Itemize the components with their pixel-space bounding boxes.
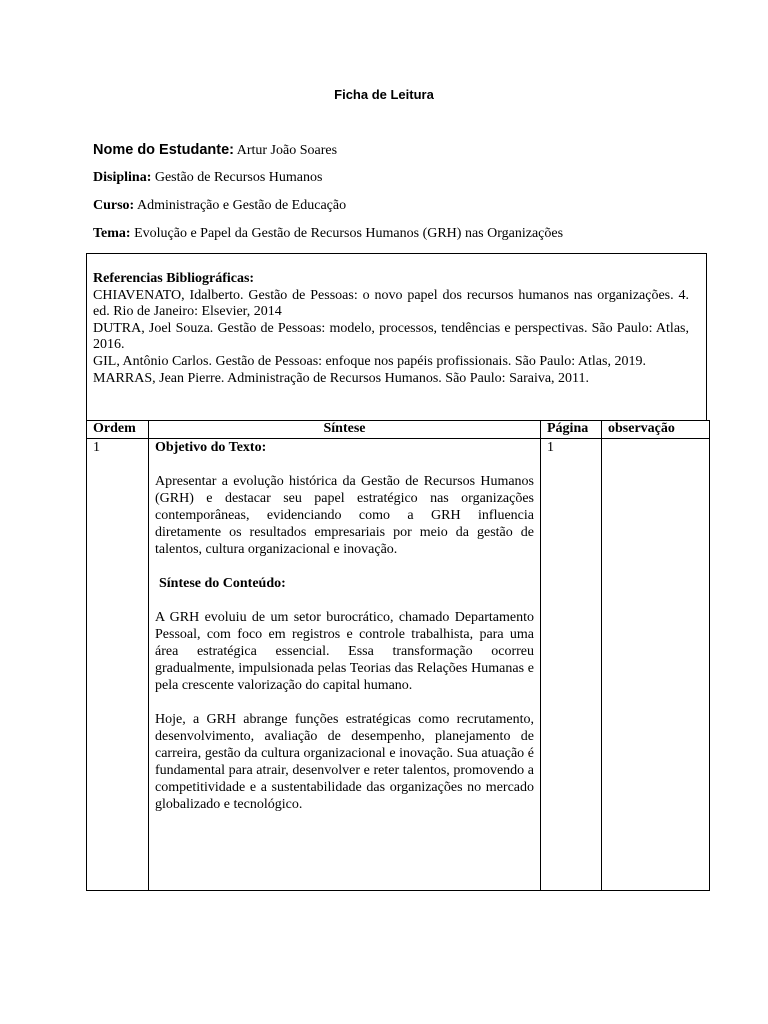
row-observacao [602, 439, 710, 891]
objective-text: Apresentar a evolução histórica da Gestão de Recursos Humanos (GRH) e destacar seu papel estratégico nas organizações contemporâneas, evidenciando como a GRH influencia diretamente os resultados empresariais por meio da gestão de talentos, cultura organizacional e inovação. [155, 474, 534, 557]
synthesis-paragraph-2: Hoje, a GRH abrange funções estratégicas como recrutamento, desenvolvimento, avaliação de desempenho, planejamento de carreira, gestão da cultura organizacional e inovação. Sua atuação é fundamental para atrair, desenvolver e reter talentos, promovendo a competitividade e a sustentabilidade das organizações no mercado globalizado e tecnológico. [155, 712, 534, 812]
theme-field [93, 226, 563, 242]
reference-item: CHIAVENATO, Idalberto. Gestão de Pessoas: o novo papel dos recursos humanos nas organizações. 4. ed. Rio de Janeiro: Elsevier, 2014 [93, 287, 689, 320]
student-label: Nome do Estudante: [93, 142, 234, 158]
theme-value: Evolução e Papel da Gestão de Recursos Humanos (GRH) nas Organizações [130, 226, 564, 241]
course-label: Curso: [93, 198, 135, 213]
row-sintese [149, 439, 541, 891]
header-pagina: Página [541, 421, 602, 439]
page-title: Ficha de Leitura [334, 87, 434, 102]
table-row [87, 439, 710, 891]
references-section [93, 271, 689, 387]
reading-table [86, 420, 710, 891]
row-ordem: 1 [87, 439, 149, 891]
theme-label: Tema: [93, 226, 131, 241]
header-sintese: Síntese [149, 421, 541, 439]
student-value: Artur João Soares [233, 143, 338, 158]
objective-title: Objetivo do Texto: [155, 440, 267, 455]
synthesis-title: Síntese do Conteúdo: [159, 576, 286, 591]
course-value: Administração e Gestão de Educação [134, 198, 347, 213]
reference-item: MARRAS, Jean Pierre. Administração de Recursos Humanos. São Paulo: Saraiva, 2011. [93, 370, 590, 386]
synthesis-paragraph-1: A GRH evoluiu de um setor burocrático, chamado Departamento Pessoal, com foco em registros e controle trabalhista, para uma área estratégica essencial. Essa transformação ocorreu gradualmente, impulsionada pelas Teorias das Relações Humanas e pela crescente valorização do capital humano. [155, 610, 534, 693]
row-pagina: 1 [541, 439, 602, 891]
student-field [93, 142, 337, 159]
header-observacao: observação [602, 421, 710, 439]
references-heading: Referencias Bibliográficas: [93, 271, 255, 286]
header-ordem: Ordem [87, 421, 149, 439]
course-field [93, 198, 346, 214]
reference-item: GIL, Antônio Carlos. Gestão de Pessoas: enfoque nos papéis profissionais. São Paulo: Atlas, 2019. [93, 353, 646, 369]
discipline-value: Gestão de Recursos Humanos [151, 170, 323, 185]
discipline-label: Disiplina: [93, 170, 152, 185]
reference-item: DUTRA, Joel Souza. Gestão de Pessoas: modelo, processos, tendências e perspectivas. São Paulo: Atlas, 2016. [93, 320, 689, 353]
discipline-field [93, 170, 322, 186]
table-header-row [87, 421, 710, 439]
